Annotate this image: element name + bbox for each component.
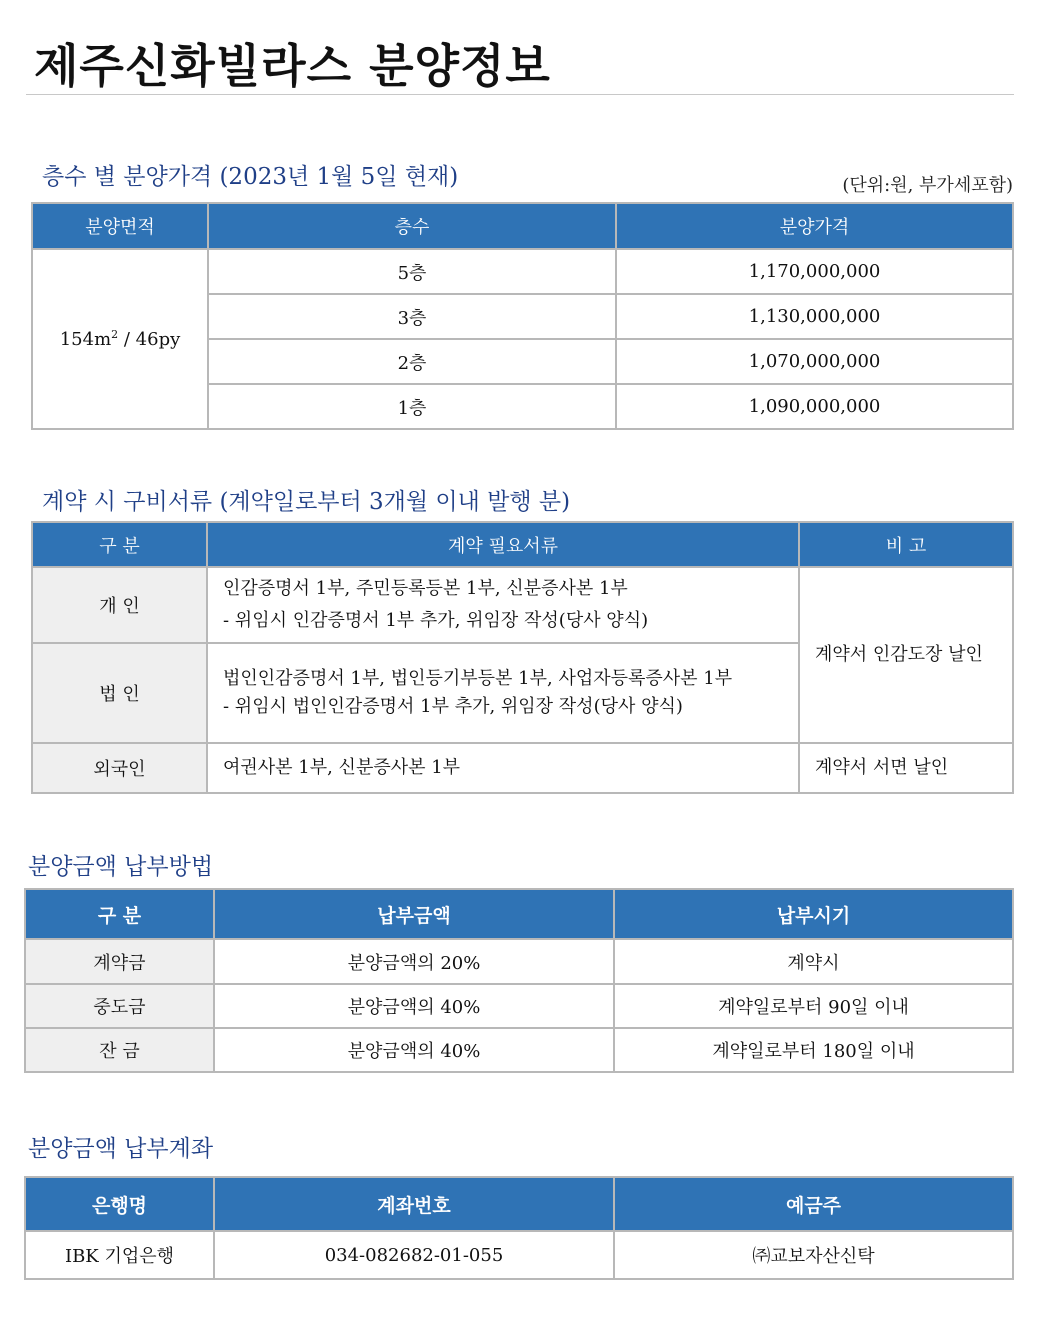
docs-requirement-line: 법인인감증명서 1부, 법인등기부등본 1부, 사업자등록증사본 1부 (223, 668, 733, 689)
docs-requirement-cell: 여권사본 1부, 신분증사본 1부 (207, 743, 799, 793)
price-value-cell: 1,170,000,000 (616, 249, 1013, 294)
payment-type-cell: 잔 금 (25, 1028, 214, 1072)
docs-type-cell: 외국인 (32, 743, 207, 793)
payment-timing-cell: 계약시 (614, 939, 1013, 984)
price-table (31, 202, 1014, 430)
price-floor-cell: 3층 (208, 294, 616, 339)
account-table (24, 1176, 1014, 1280)
payment-header-type: 구 분 (25, 889, 214, 939)
account-header-bank: 은행명 (25, 1177, 214, 1231)
docs-requirement-line: - 위임시 인감증명서 1부 추가, 위임장 작성(당사 양식) (223, 610, 649, 631)
price-unit-note: (단위:원, 부가세포함) (842, 175, 1013, 196)
page-title: 제주신화빌라스 분양정보 (34, 39, 551, 93)
payment-amount-cell: 분양금액의 40% (214, 984, 614, 1028)
payment-type-cell: 중도금 (25, 984, 214, 1028)
payment-header-amount: 납부금액 (214, 889, 614, 939)
payment-type-cell: 계약금 (25, 939, 214, 984)
docs-type-cell: 개 인 (32, 567, 207, 643)
price-value-cell: 1,070,000,000 (616, 339, 1013, 384)
docs-requirement-line: - 위임시 법인인감증명서 1부 추가, 위임장 작성(당사 양식) (223, 696, 683, 717)
payment-amount-cell: 분양금액의 40% (214, 1028, 614, 1072)
docs-type-cell: 법 인 (32, 643, 207, 743)
docs-header-type: 구 분 (32, 522, 207, 567)
price-header-floor: 층수 (208, 203, 616, 249)
account-bank-cell: IBK 기업은행 (25, 1231, 214, 1279)
price-header-price: 분양가격 (616, 203, 1013, 249)
account-number-cell: 034-082682-01-055 (214, 1231, 614, 1279)
price-floor-cell: 1층 (208, 384, 616, 429)
docs-note-cell: 계약서 서면 날인 (799, 743, 1013, 793)
docs-requirement-cell (207, 643, 799, 743)
price-section-heading: 층수 별 분양가격 (2023년 1월 5일 현재) (42, 164, 459, 190)
price-value-cell: 1,090,000,000 (616, 384, 1013, 429)
price-area-cell: $154m^2 / 46py$ (32, 249, 208, 429)
docs-table (31, 521, 1014, 794)
payment-timing-cell: 계약일로부터 90일 이내 (614, 984, 1013, 1028)
payment-table (24, 888, 1014, 1073)
payment-header-timing: 납부시기 (614, 889, 1013, 939)
account-section-heading: 분양금액 납부계좌 (28, 1136, 214, 1162)
docs-section-heading: 계약 시 구비서류 (계약일로부터 3개월 이내 발행 분) (42, 489, 571, 515)
account-holder-cell: ㈜교보자산신탁 (614, 1231, 1013, 1279)
title-divider (26, 94, 1014, 95)
docs-header-documents: 계약 필요서류 (207, 522, 799, 567)
price-floor-cell: 5층 (208, 249, 616, 294)
docs-header-note: 비 고 (799, 522, 1013, 567)
payment-section-heading: 분양금액 납부방법 (28, 854, 214, 880)
docs-requirement-cell (207, 567, 799, 643)
price-floor-cell: 2층 (208, 339, 616, 384)
payment-amount-cell: 분양금액의 20% (214, 939, 614, 984)
docs-note-cell: 계약서 인감도장 날인 (799, 567, 1013, 743)
account-header-number: 계좌번호 (214, 1177, 614, 1231)
payment-timing-cell: 계약일로부터 180일 이내 (614, 1028, 1013, 1072)
account-header-holder: 예금주 (614, 1177, 1013, 1231)
price-value-cell: 1,130,000,000 (616, 294, 1013, 339)
price-header-area: 분양면적 (32, 203, 208, 249)
docs-requirement-line: 인감증명서 1부, 주민등록등본 1부, 신분증사본 1부 (223, 578, 628, 599)
